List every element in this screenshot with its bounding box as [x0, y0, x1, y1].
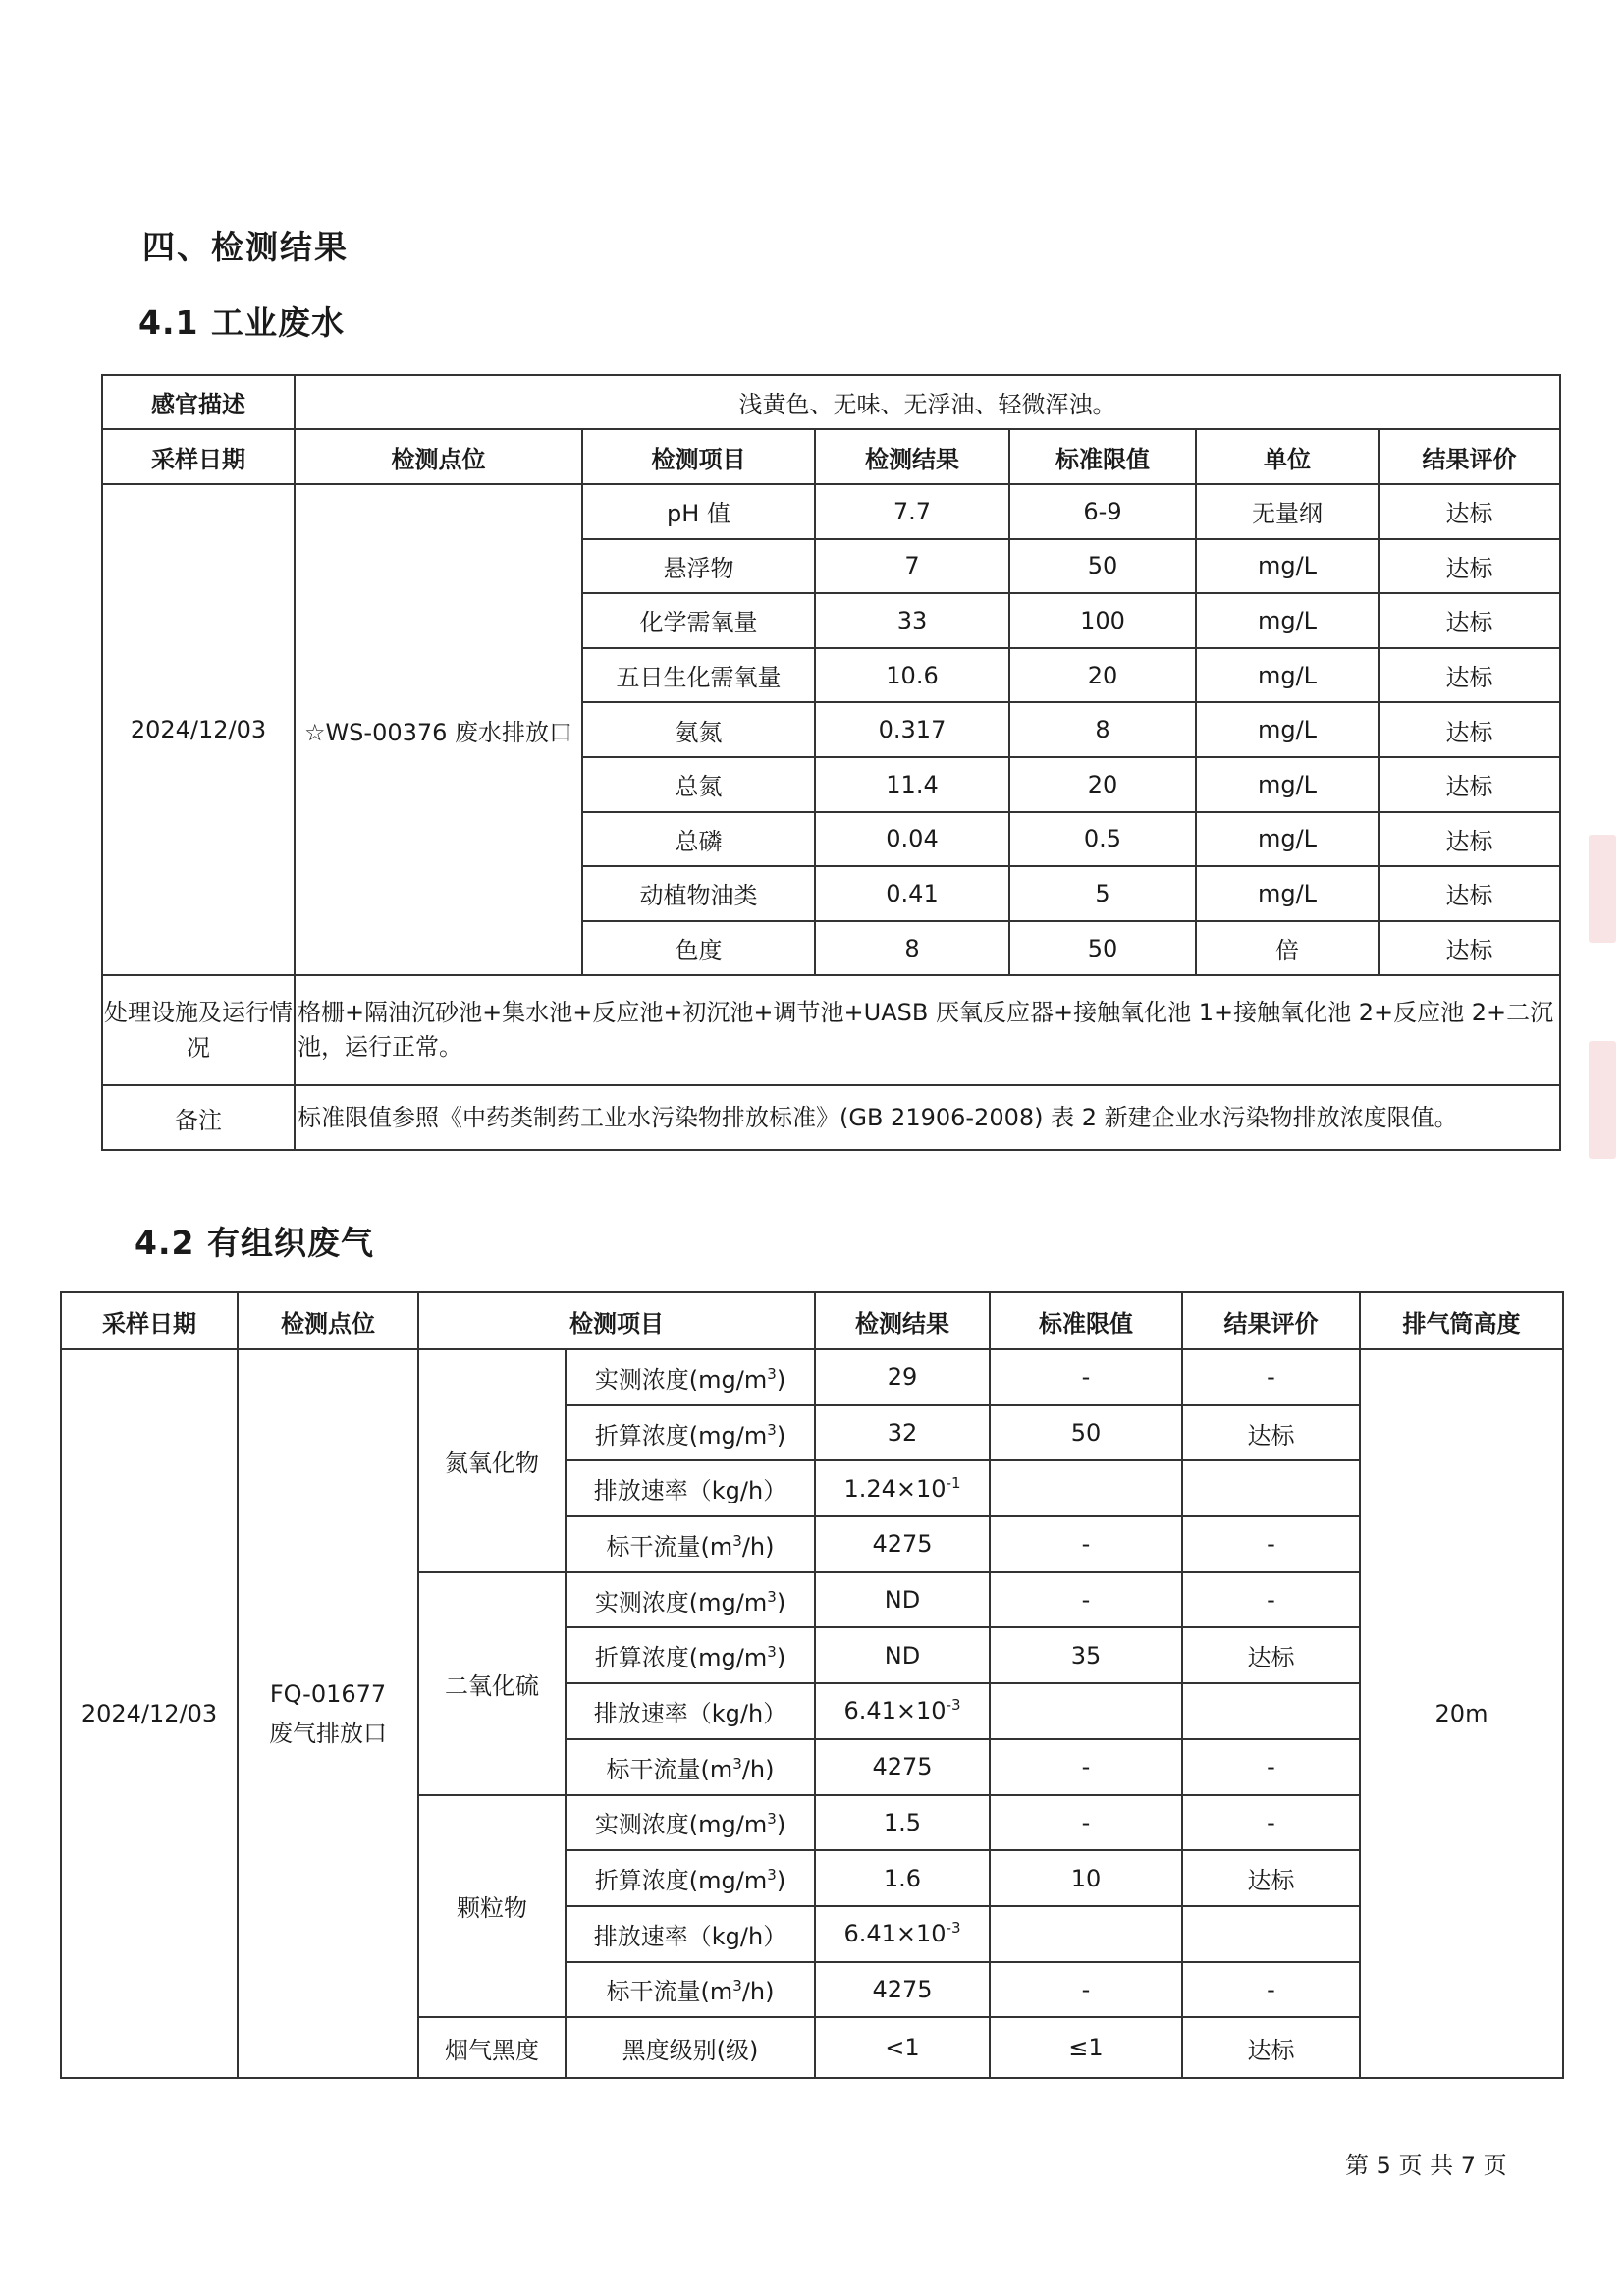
header-cell: 检测结果	[815, 1292, 990, 1349]
item-item: 标干流量(m	[606, 1755, 733, 1783]
header-cell: 采样日期	[102, 429, 295, 484]
cell-limit: 100	[1009, 593, 1196, 648]
header-cell: 检测项目	[418, 1292, 815, 1349]
cell-unit: mg/L	[1196, 866, 1379, 921]
cell-item: pH 值	[582, 484, 815, 539]
cell-limit	[990, 1906, 1182, 1962]
cell-limit: 20	[1009, 648, 1196, 703]
cell-limit: 50	[1009, 921, 1196, 976]
cell-item: 氨氮	[582, 702, 815, 757]
item-item: 排放速率（kg/h）	[593, 1699, 787, 1727]
item-item: 实测浓度(mg/m	[594, 1811, 768, 1839]
item-tail: )	[776, 1421, 786, 1449]
cell-eval: 达标	[1182, 1405, 1360, 1461]
result-value: 1.24×10	[843, 1474, 947, 1503]
item-item: 标干流量(m	[606, 1532, 733, 1560]
cell-unit: mg/L	[1196, 812, 1379, 867]
result-value: ND	[884, 1641, 921, 1669]
cell-result	[815, 1739, 990, 1795]
item-sup: 3	[732, 1977, 742, 1995]
point-name: 废气排放口	[269, 1720, 387, 1748]
cell-item	[566, 1572, 815, 1628]
cell-eval: 达标	[1379, 812, 1560, 867]
smoke-limit: ≤1	[990, 2017, 1182, 2078]
cell-item	[566, 1349, 815, 1405]
cell-result: 8	[815, 921, 1009, 976]
result-value: 4275	[872, 1753, 933, 1781]
stack-height: 20m	[1360, 1349, 1563, 2078]
cell-result: 7.7	[815, 484, 1009, 539]
item-item: 排放速率（kg/h）	[593, 1477, 787, 1505]
table-row	[102, 484, 1560, 539]
cell-unit: mg/L	[1196, 593, 1379, 648]
sampling-date: 2024/12/03	[61, 1349, 238, 2078]
header-cell: 检测点位	[295, 429, 582, 484]
section-title: 四、检测结果	[142, 228, 349, 266]
result-value: 32	[887, 1419, 918, 1448]
cell-eval: 达标	[1379, 593, 1560, 648]
cell-result	[815, 1906, 990, 1962]
cell-eval	[1182, 1460, 1360, 1516]
cell-limit: -	[990, 1349, 1182, 1405]
cell-limit: 5	[1009, 866, 1196, 921]
cell-item: 总磷	[582, 812, 815, 867]
cell-eval: 达标	[1379, 866, 1560, 921]
cell-item	[566, 1962, 815, 2018]
cell-limit: 10	[990, 1850, 1182, 1906]
cell-eval: 达标	[1182, 1850, 1360, 1906]
item-tail: )	[776, 1644, 786, 1672]
item-item: 标干流量(m	[606, 1978, 733, 2006]
cell-unit: mg/L	[1196, 539, 1379, 594]
smoke-item: 黑度级别(级)	[566, 2017, 815, 2078]
seal-stamp-fragment	[1589, 835, 1616, 943]
gas-table	[60, 1291, 1564, 2079]
item-tail: )	[776, 1811, 786, 1839]
result-exponent: -3	[946, 1696, 961, 1715]
pollutant-name: 颗粒物	[418, 1795, 566, 2018]
cell-unit: mg/L	[1196, 702, 1379, 757]
header-cell: 排气筒高度	[1360, 1292, 1563, 1349]
cell-eval: 达标	[1379, 648, 1560, 703]
cell-result: 0.317	[815, 702, 1009, 757]
cell-limit: 35	[990, 1627, 1182, 1683]
smoke-eval: 达标	[1182, 2017, 1360, 2078]
item-sup: 3	[767, 1420, 777, 1439]
cell-result	[815, 1516, 990, 1572]
cell-unit: 无量纲	[1196, 484, 1379, 539]
cell-eval: 达标	[1379, 539, 1560, 594]
cell-item: 悬浮物	[582, 539, 815, 594]
cell-item: 五日生化需氧量	[582, 648, 815, 703]
header-cell: 检测项目	[582, 429, 815, 484]
sensory-value: 浅黄色、无味、无浮油、轻微浑浊。	[295, 375, 1560, 429]
cell-result: 0.41	[815, 866, 1009, 921]
item-tail: )	[776, 1867, 786, 1895]
cell-eval: -	[1182, 1516, 1360, 1572]
cell-eval	[1182, 1683, 1360, 1739]
cell-result	[815, 1683, 990, 1739]
cell-limit: -	[990, 1572, 1182, 1628]
seal-stamp-fragment	[1589, 1041, 1616, 1159]
cell-eval: 达标	[1379, 921, 1560, 976]
item-sup: 3	[767, 1643, 777, 1662]
cell-limit: 20	[1009, 757, 1196, 812]
cell-unit: 倍	[1196, 921, 1379, 976]
cell-item	[566, 1795, 815, 1851]
header-cell: 标准限值	[990, 1292, 1182, 1349]
page-footer: 第 5 页 共 7 页	[1345, 2152, 1507, 2179]
monitoring-point	[238, 1349, 418, 2078]
item-tail: /h)	[741, 1532, 775, 1560]
cell-result	[815, 1962, 990, 2018]
item-sup: 3	[732, 1531, 742, 1550]
item-tail: )	[776, 1588, 786, 1616]
table-row	[61, 1349, 1563, 1405]
cell-limit: -	[990, 1516, 1182, 1572]
result-exponent: -3	[946, 1919, 961, 1938]
cell-result: 33	[815, 593, 1009, 648]
cell-item	[566, 1516, 815, 1572]
cell-item: 化学需氧量	[582, 593, 815, 648]
item-tail: )	[776, 1365, 786, 1394]
result-value: 1.5	[883, 1808, 922, 1836]
cell-eval: -	[1182, 1349, 1360, 1405]
cell-limit: -	[990, 1739, 1182, 1795]
item-item: 折算浓度(mg/m	[594, 1867, 768, 1895]
cell-limit: 50	[990, 1405, 1182, 1461]
cell-result	[815, 1795, 990, 1851]
cell-result	[815, 1405, 990, 1461]
cell-item: 总氮	[582, 757, 815, 812]
result-value: 1.6	[883, 1864, 922, 1892]
cell-item	[566, 1739, 815, 1795]
result-value: 6.41×10	[843, 1697, 947, 1725]
wastewater-header-row	[102, 429, 1560, 484]
cell-eval: 达标	[1379, 702, 1560, 757]
cell-result: 11.4	[815, 757, 1009, 812]
pollutant-name: 二氧化硫	[418, 1572, 566, 1795]
item-sup: 3	[767, 1587, 777, 1606]
item-sup: 3	[767, 1810, 777, 1829]
facility-label: 处理设施及运行情况	[102, 975, 295, 1085]
item-item: 排放速率（kg/h）	[593, 1922, 787, 1950]
cell-eval: -	[1182, 1572, 1360, 1628]
cell-limit: 50	[1009, 539, 1196, 594]
result-exponent: -1	[946, 1473, 961, 1492]
cell-item	[566, 1460, 815, 1516]
cell-limit	[990, 1683, 1182, 1739]
point-code: FQ-01677	[269, 1680, 387, 1709]
cell-item	[566, 1850, 815, 1906]
cell-eval: -	[1182, 1739, 1360, 1795]
cell-limit: 0.5	[1009, 812, 1196, 867]
cell-result	[815, 1627, 990, 1683]
sampling-date: 2024/12/03	[102, 484, 295, 975]
item-sup: 3	[732, 1754, 742, 1773]
cell-limit: 6-9	[1009, 484, 1196, 539]
cell-unit: mg/L	[1196, 648, 1379, 703]
result-value: 6.41×10	[843, 1920, 947, 1948]
item-item: 折算浓度(mg/m	[594, 1644, 768, 1672]
cell-result: 0.04	[815, 812, 1009, 867]
item-tail: /h)	[741, 1755, 775, 1783]
header-cell: 标准限值	[1009, 429, 1196, 484]
cell-item	[566, 1405, 815, 1461]
cell-item	[566, 1627, 815, 1683]
remark-label: 备注	[102, 1085, 295, 1150]
item-sup: 3	[767, 1364, 777, 1383]
cell-eval	[1182, 1906, 1360, 1962]
cell-limit: -	[990, 1795, 1182, 1851]
cell-result	[815, 1460, 990, 1516]
cell-limit: 8	[1009, 702, 1196, 757]
header-cell: 检测点位	[238, 1292, 418, 1349]
cell-item	[566, 1683, 815, 1739]
sensory-label: 感官描述	[102, 375, 295, 429]
header-cell: 单位	[1196, 429, 1379, 484]
header-cell: 检测结果	[815, 429, 1009, 484]
result-value: 4275	[872, 1975, 933, 2003]
smoke-result: <1	[815, 2017, 990, 2078]
header-cell: 采样日期	[61, 1292, 238, 1349]
cell-result	[815, 1850, 990, 1906]
wastewater-title: 4.1 工业废水	[138, 303, 345, 342]
cell-eval: 达标	[1379, 757, 1560, 812]
item-item: 实测浓度(mg/m	[594, 1365, 768, 1394]
wastewater-table	[101, 374, 1561, 1151]
cell-eval: -	[1182, 1795, 1360, 1851]
cell-result	[815, 1349, 990, 1405]
item-sup: 3	[767, 1866, 777, 1885]
result-value: 29	[887, 1363, 918, 1392]
pollutant-name: 氮氧化物	[418, 1349, 566, 1572]
facility-value: 格栅+隔油沉砂池+集水池+反应池+初沉池+调节池+UASB 厌氧反应器+接触氧化池 1+接触氧化池 2+反应池 2+二沉池，运行正常。	[295, 975, 1560, 1085]
cell-eval: -	[1182, 1962, 1360, 2018]
cell-item	[566, 1906, 815, 1962]
item-item: 折算浓度(mg/m	[594, 1421, 768, 1449]
cell-item: 色度	[582, 921, 815, 976]
cell-eval: 达标	[1182, 1627, 1360, 1683]
cell-item: 动植物油类	[582, 866, 815, 921]
cell-limit	[990, 1460, 1182, 1516]
smoke-name: 烟气黑度	[418, 2017, 566, 2078]
gas-header-row	[61, 1292, 1563, 1349]
monitoring-point: ☆WS-00376 废水排放口	[295, 484, 582, 975]
gas-title: 4.2 有组织废气	[135, 1224, 374, 1262]
result-value: ND	[884, 1586, 921, 1614]
header-cell: 结果评价	[1379, 429, 1560, 484]
cell-result	[815, 1572, 990, 1628]
cell-limit: -	[990, 1962, 1182, 2018]
cell-eval: 达标	[1379, 484, 1560, 539]
cell-result: 7	[815, 539, 1009, 594]
item-item: 实测浓度(mg/m	[594, 1588, 768, 1616]
result-value: 4275	[872, 1530, 933, 1558]
header-cell: 结果评价	[1182, 1292, 1360, 1349]
remark-value: 标准限值参照《中药类制药工业水污染物排放标准》(GB 21906-2008) 表 2 新建企业水污染物排放浓度限值。	[295, 1085, 1560, 1150]
cell-unit: mg/L	[1196, 757, 1379, 812]
item-tail: /h)	[741, 1978, 775, 2006]
cell-result: 10.6	[815, 648, 1009, 703]
